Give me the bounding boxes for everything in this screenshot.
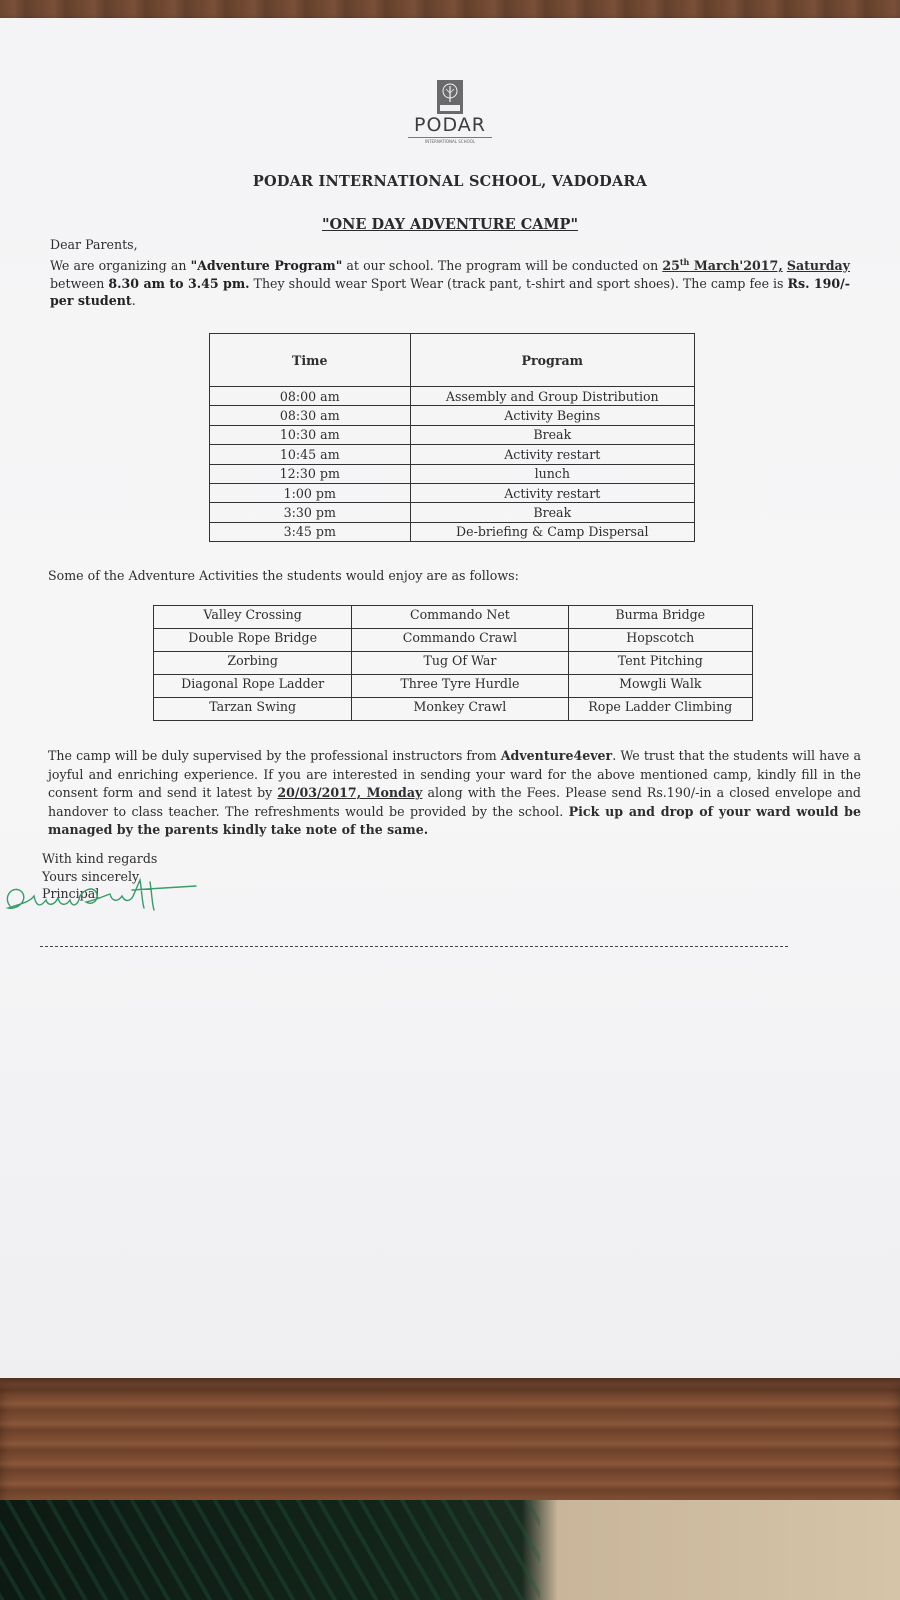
table-row	[210, 522, 695, 541]
principal-line: Principal	[42, 886, 100, 901]
program-timing: 8.30 am to 3.45 pm.	[108, 275, 250, 291]
table-row	[210, 445, 695, 464]
schedule-program: Assembly and Group Distribution	[410, 387, 694, 406]
schedule-time: 12:30 pm	[210, 464, 411, 483]
instructor-company: Adventure4ever	[500, 748, 613, 763]
activities-intro: Some of the Adventure Activities the students would enjoy are as follows:	[48, 568, 519, 583]
activities-table	[153, 605, 753, 721]
program-date: 25th March'2017,	[662, 257, 783, 274]
tree-icon	[437, 80, 463, 114]
activity-cell: Hopscotch	[568, 629, 752, 652]
logo-subtitle: INTERNATIONAL SCHOOL	[408, 137, 492, 144]
schedule-time: 08:00 am	[210, 387, 411, 406]
sincerely-line: Yours sincerely	[42, 868, 140, 884]
program-name: "Adventure Program"	[190, 258, 343, 274]
schedule-header-time: Time	[210, 334, 411, 387]
schedule-time: 1:00 pm	[210, 483, 411, 502]
table-row	[154, 652, 753, 675]
schedule-program: Activity restart	[410, 483, 694, 502]
schedule-time: 10:45 am	[210, 445, 411, 464]
table-row	[210, 425, 695, 444]
table-row	[210, 387, 695, 406]
pickup-note: Pick up and drop of your ward would be managed by the parents kindly take note of the same.	[48, 803, 861, 837]
schedule-program: Activity Begins	[410, 406, 694, 425]
schedule-header-row	[210, 334, 695, 387]
table-row	[210, 483, 695, 502]
activity-cell: Three Tyre Hurdle	[352, 675, 568, 698]
activity-cell: Zorbing	[154, 652, 352, 675]
activity-cell: Tent Pitching	[568, 652, 752, 675]
schedule-time: 3:45 pm	[210, 522, 411, 541]
regards-line: With kind regards	[42, 851, 158, 866]
activity-cell: Monkey Crawl	[352, 698, 568, 721]
school-logo	[400, 80, 500, 170]
table-row	[210, 503, 695, 522]
wooden-table-edge	[0, 1378, 900, 1518]
salutation: Dear Parents,	[50, 237, 138, 252]
closing-paragraph: The camp will be duly supervised by the professional instructors from Adventure4ever. We trust that the students will have a joyful and enriching experience. If you are interested in sending your ward for the above mentioned camp, kindly fill in the consent form and send it latest by 20/03/2017, Monday along with the Fees. Please send Rs.190/-in a closed envelope and handover to class teacher. The refreshments would be provided by the school. Pick up and drop of your ward would be managed by the parents kindly take note of the same.	[48, 748, 861, 837]
table-row	[210, 464, 695, 483]
table-row	[154, 675, 753, 698]
principal-signature	[0, 866, 200, 922]
activity-cell: Commando Net	[352, 606, 568, 629]
activity-cell: Diagonal Rope Ladder	[154, 675, 352, 698]
program-weekday: Saturday	[786, 258, 850, 274]
table-row	[210, 406, 695, 425]
carpet-pattern	[0, 1500, 540, 1600]
schedule-time: 08:30 am	[210, 406, 411, 425]
cut-here-divider	[40, 946, 788, 947]
activity-cell: Tug Of War	[352, 652, 568, 675]
schedule-program: Activity restart	[410, 445, 694, 464]
schedule-table	[209, 333, 695, 542]
schedule-time: 10:30 am	[210, 425, 411, 444]
activity-cell: Commando Crawl	[352, 629, 568, 652]
activity-cell: Valley Crossing	[154, 606, 352, 629]
schedule-program: Break	[410, 503, 694, 522]
activity-cell: Burma Bridge	[568, 606, 752, 629]
intro-paragraph: We are organizing an "Adventure Program" at our school. The program will be conducted on 25th March'2017, Saturday between 8.30 am to 3.45 pm. They should wear Sport Wear (track pant, t-shirt and sport shoes). The camp fee is Rs. 190/- per student.	[50, 257, 850, 309]
activity-cell: Rope Ladder Climbing	[568, 698, 752, 721]
schedule-program: De-briefing & Camp Dispersal	[410, 522, 694, 541]
school-name: PODAR INTERNATIONAL SCHOOL, VADODARA	[252, 173, 648, 190]
camp-title: "ONE DAY ADVENTURE CAMP"	[321, 216, 579, 233]
activity-cell: Mowgli Walk	[568, 675, 752, 698]
table-row	[154, 606, 753, 629]
camp-fee: Rs. 190/- per student	[50, 275, 850, 309]
table-row	[154, 698, 753, 721]
schedule-program: lunch	[410, 464, 694, 483]
schedule-program: Break	[410, 425, 694, 444]
table-row	[154, 629, 753, 652]
letter-sheet	[0, 18, 900, 1386]
logo-wordmark: PODAR	[414, 114, 486, 136]
schedule-header-program: Program	[410, 334, 694, 387]
consent-deadline: 20/03/2017, Monday	[277, 785, 423, 800]
schedule-time: 3:30 pm	[210, 503, 411, 522]
activity-cell: Tarzan Swing	[154, 698, 352, 721]
activity-cell: Double Rope Bridge	[154, 629, 352, 652]
